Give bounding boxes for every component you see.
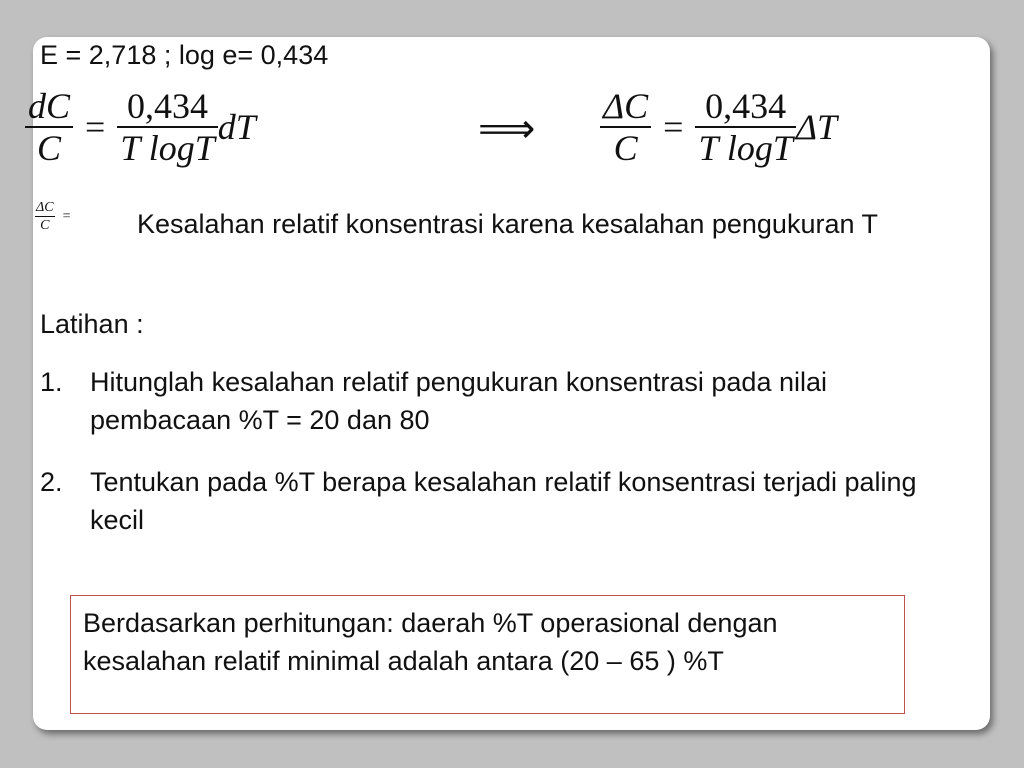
fraction-deltac-over-c — [600, 87, 651, 167]
fraction-dc-over-c — [25, 87, 73, 167]
constants-line: E = 2,718 ; log e= 0,434 — [40, 40, 329, 70]
fraction-deltac-over-c-small — [35, 200, 55, 233]
conclusion-box: Berdasarkan perhitungan: daerah %T operasional dengan kesalahan relatif minimal adalah antara (20 – 65 ) %T — [70, 595, 905, 714]
fraction-constant-over-tlogt — [117, 87, 217, 167]
fraction-denominator: T logT — [698, 128, 793, 168]
fraction-denominator: T logT — [120, 128, 215, 168]
list-item-text: Hitunglah kesalahan relatif pengukuran konsentrasi pada nilai pembacaan %T = 20 dan 80 — [90, 367, 827, 435]
delta-term: ΔT — [795, 107, 838, 147]
equation-delta — [600, 87, 837, 167]
fraction-numerator: 0,434 — [705, 86, 787, 126]
fraction-numerator: 0,434 — [127, 86, 209, 126]
fraction-denominator: C — [37, 128, 62, 168]
fraction-numerator: ΔC — [603, 86, 649, 126]
list-item — [40, 463, 970, 539]
exercise-heading: Latihan : — [40, 309, 144, 339]
slide — [28, 37, 990, 730]
fraction-denominator: C — [613, 128, 638, 168]
fraction-constant-over-tlogt — [695, 87, 795, 167]
implies-arrow-icon: ⟹ — [478, 106, 536, 152]
fraction-bar — [35, 216, 55, 217]
fraction-denominator: C — [40, 218, 50, 233]
list-item-number: 2. — [40, 467, 63, 497]
exercise-list — [40, 363, 970, 563]
list-item-text: Tentukan pada %T berapa kesalahan relatif konsentrasi terjadi paling kecil — [90, 467, 917, 535]
fraction-numerator: dC — [28, 86, 71, 126]
list-item-number: 1. — [40, 367, 63, 397]
fraction-numerator: ΔC — [36, 200, 54, 215]
differential-term: dT — [217, 107, 256, 147]
definition-text: Kesalahan relatif konsentrasi karena kesalahan pengukuran T — [137, 209, 878, 239]
equation-differential — [25, 87, 256, 167]
equals-sign: = — [62, 208, 71, 224]
definition-formula — [35, 200, 75, 233]
list-item — [40, 363, 970, 439]
equals-sign: = — [85, 107, 106, 147]
equals-sign: = — [663, 107, 684, 147]
